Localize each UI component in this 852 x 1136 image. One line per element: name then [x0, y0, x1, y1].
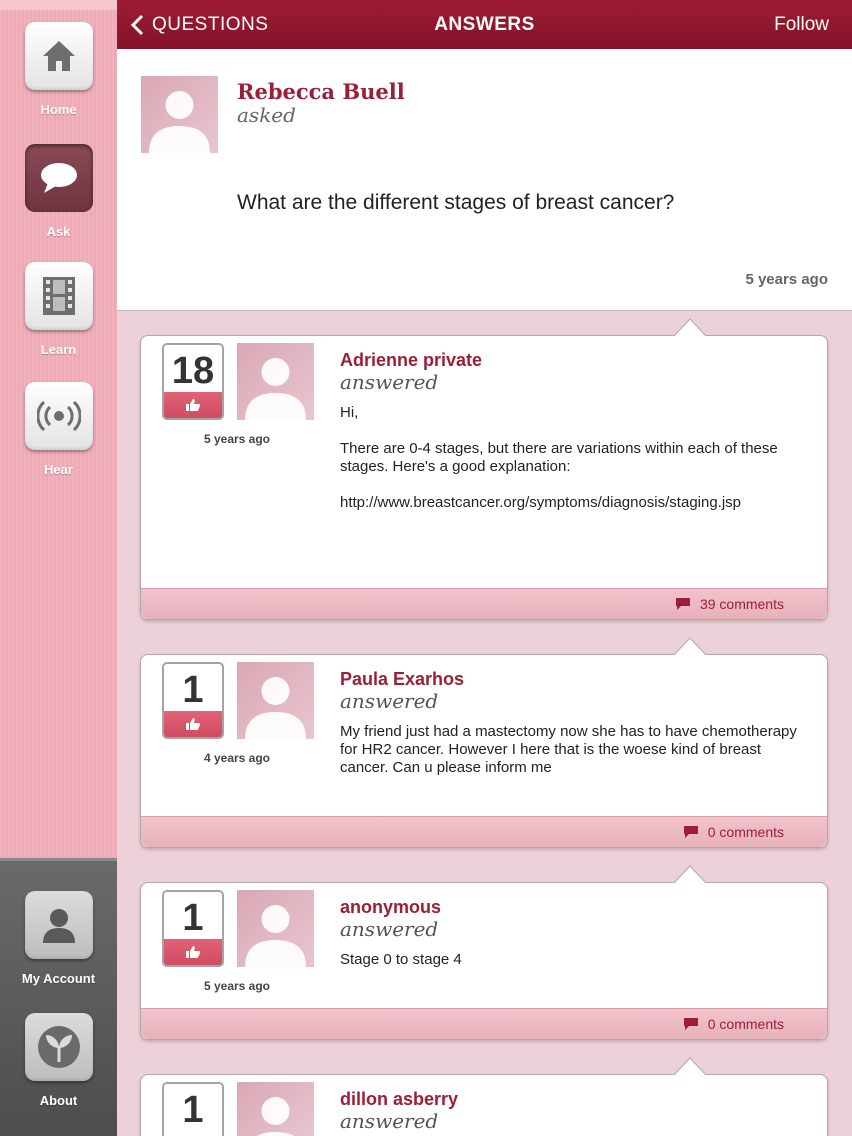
avatar-placeholder-icon — [237, 1082, 314, 1136]
answer-verb: answered — [340, 917, 439, 941]
question-text: What are the different stages of breast cancer? — [237, 191, 675, 214]
vote-button[interactable] — [162, 343, 224, 420]
thumbs-up-icon — [164, 711, 222, 737]
sidebar-item-label: Learn — [40, 342, 77, 357]
card-notch — [674, 318, 706, 336]
sidebar-item-label: Ask — [46, 224, 71, 239]
ask-button[interactable] — [25, 144, 93, 212]
sidebar-item-my-account[interactable] — [0, 891, 117, 986]
answer-paragraph: My friend just had a mastectomy now she has to have chemotherapy for HR2 cancer. However I here that is the woese kind of breast cancer. Can u please inform me — [340, 723, 797, 776]
answer-paragraph: Hi, — [340, 404, 359, 421]
sidebar-bottom — [0, 858, 117, 1136]
avatar[interactable] — [141, 76, 218, 153]
thumbs-up-icon — [164, 392, 222, 418]
home-button[interactable] — [25, 22, 93, 90]
follow-button[interactable]: Follow — [774, 14, 829, 35]
sidebar-item-learn[interactable] — [0, 262, 117, 357]
vote-button[interactable] — [162, 890, 224, 967]
answer-card — [140, 335, 828, 620]
sidebar-item-hear[interactable] — [0, 382, 117, 477]
vote-count: 18 — [171, 350, 215, 392]
answer-verb: answered — [340, 1109, 439, 1133]
comment-icon — [684, 826, 698, 838]
answer-body — [340, 951, 810, 969]
vote-count: 1 — [182, 669, 204, 711]
card-footer — [141, 588, 827, 619]
sidebar-item-label: About — [39, 1093, 78, 1108]
answer-link[interactable]: http://www.breastcancer.org/symptoms/diagnosis/staging.jsp — [340, 494, 742, 511]
answer-paragraph: Stage 0 to stage 4 — [340, 951, 462, 968]
answer-timestamp: 5 years ago — [203, 432, 271, 446]
comment-icon — [676, 598, 690, 610]
answer-card — [140, 1074, 828, 1136]
comments-button[interactable] — [684, 824, 784, 840]
person-icon — [41, 905, 77, 945]
avatar[interactable] — [237, 1082, 314, 1136]
comments-button[interactable] — [684, 1016, 784, 1032]
sidebar-item-ask[interactable] — [0, 144, 117, 239]
sidebar-item-label: My Account — [21, 971, 96, 986]
broadcast-icon — [37, 401, 81, 431]
vote-count: 1 — [182, 1089, 204, 1131]
comments-count: 0 comments — [707, 1016, 784, 1032]
hear-button[interactable] — [25, 382, 93, 450]
avatar-placeholder-icon — [237, 662, 314, 739]
vote-button[interactable] — [162, 1082, 224, 1136]
answer-timestamp: 5 years ago — [203, 979, 271, 993]
answer-paragraph: There are 0-4 stages, but there are variations within each of these stages. Here's a good explanation: — [340, 440, 778, 475]
film-icon — [42, 276, 76, 316]
answer-card — [140, 882, 828, 1040]
sidebar-item-label: Home — [40, 102, 77, 117]
card-footer — [141, 1008, 827, 1039]
sidebar-item-home[interactable] — [0, 22, 117, 117]
answer-author[interactable]: Paula Exarhos — [340, 669, 465, 689]
answer-author[interactable]: dillon asberry — [340, 1089, 459, 1109]
vote-count: 1 — [182, 897, 204, 939]
my-account-button[interactable] — [25, 891, 93, 959]
sidebar-top-strip — [0, 0, 117, 10]
question-author[interactable]: Rebecca Buell — [237, 79, 405, 104]
home-icon — [40, 38, 78, 74]
vote-button[interactable] — [162, 662, 224, 739]
sidebar-item-label: Hear — [44, 462, 73, 477]
answer-card — [140, 654, 828, 848]
card-footer — [141, 816, 827, 847]
question-verb: asked — [237, 103, 296, 127]
card-notch — [674, 865, 706, 883]
avatar[interactable] — [237, 890, 314, 967]
sprout-logo-icon — [36, 1024, 82, 1070]
top-nav-bar — [117, 0, 852, 49]
answer-body — [340, 404, 810, 512]
card-notch — [674, 637, 706, 655]
answer-author[interactable]: Adrienne private — [340, 350, 483, 370]
answer-verb: answered — [340, 689, 439, 713]
answer-body — [340, 723, 810, 777]
avatar[interactable] — [237, 662, 314, 739]
question-panel — [117, 49, 852, 311]
avatar-placeholder-icon — [141, 76, 218, 153]
answer-verb: answered — [340, 370, 439, 394]
comment-icon — [684, 1018, 698, 1030]
sidebar — [0, 0, 117, 1136]
page-title: ANSWERS — [434, 14, 535, 35]
card-notch — [674, 1057, 706, 1075]
thumbs-up-icon — [164, 939, 222, 965]
sidebar-item-about[interactable] — [0, 1013, 117, 1108]
comments-count: 39 comments — [699, 596, 784, 612]
question-timestamp: 5 years ago — [745, 271, 828, 288]
speech-bubble-icon — [38, 160, 80, 196]
avatar[interactable] — [237, 343, 314, 420]
comments-count: 0 comments — [707, 824, 784, 840]
about-button[interactable] — [25, 1013, 93, 1081]
answer-timestamp: 4 years ago — [203, 751, 271, 765]
avatar-placeholder-icon — [237, 343, 314, 420]
answer-author[interactable]: anonymous — [340, 897, 442, 917]
learn-button[interactable] — [25, 262, 93, 330]
comments-button[interactable] — [676, 596, 784, 612]
back-button-label: QUESTIONS — [152, 14, 269, 35]
avatar-placeholder-icon — [237, 890, 314, 967]
